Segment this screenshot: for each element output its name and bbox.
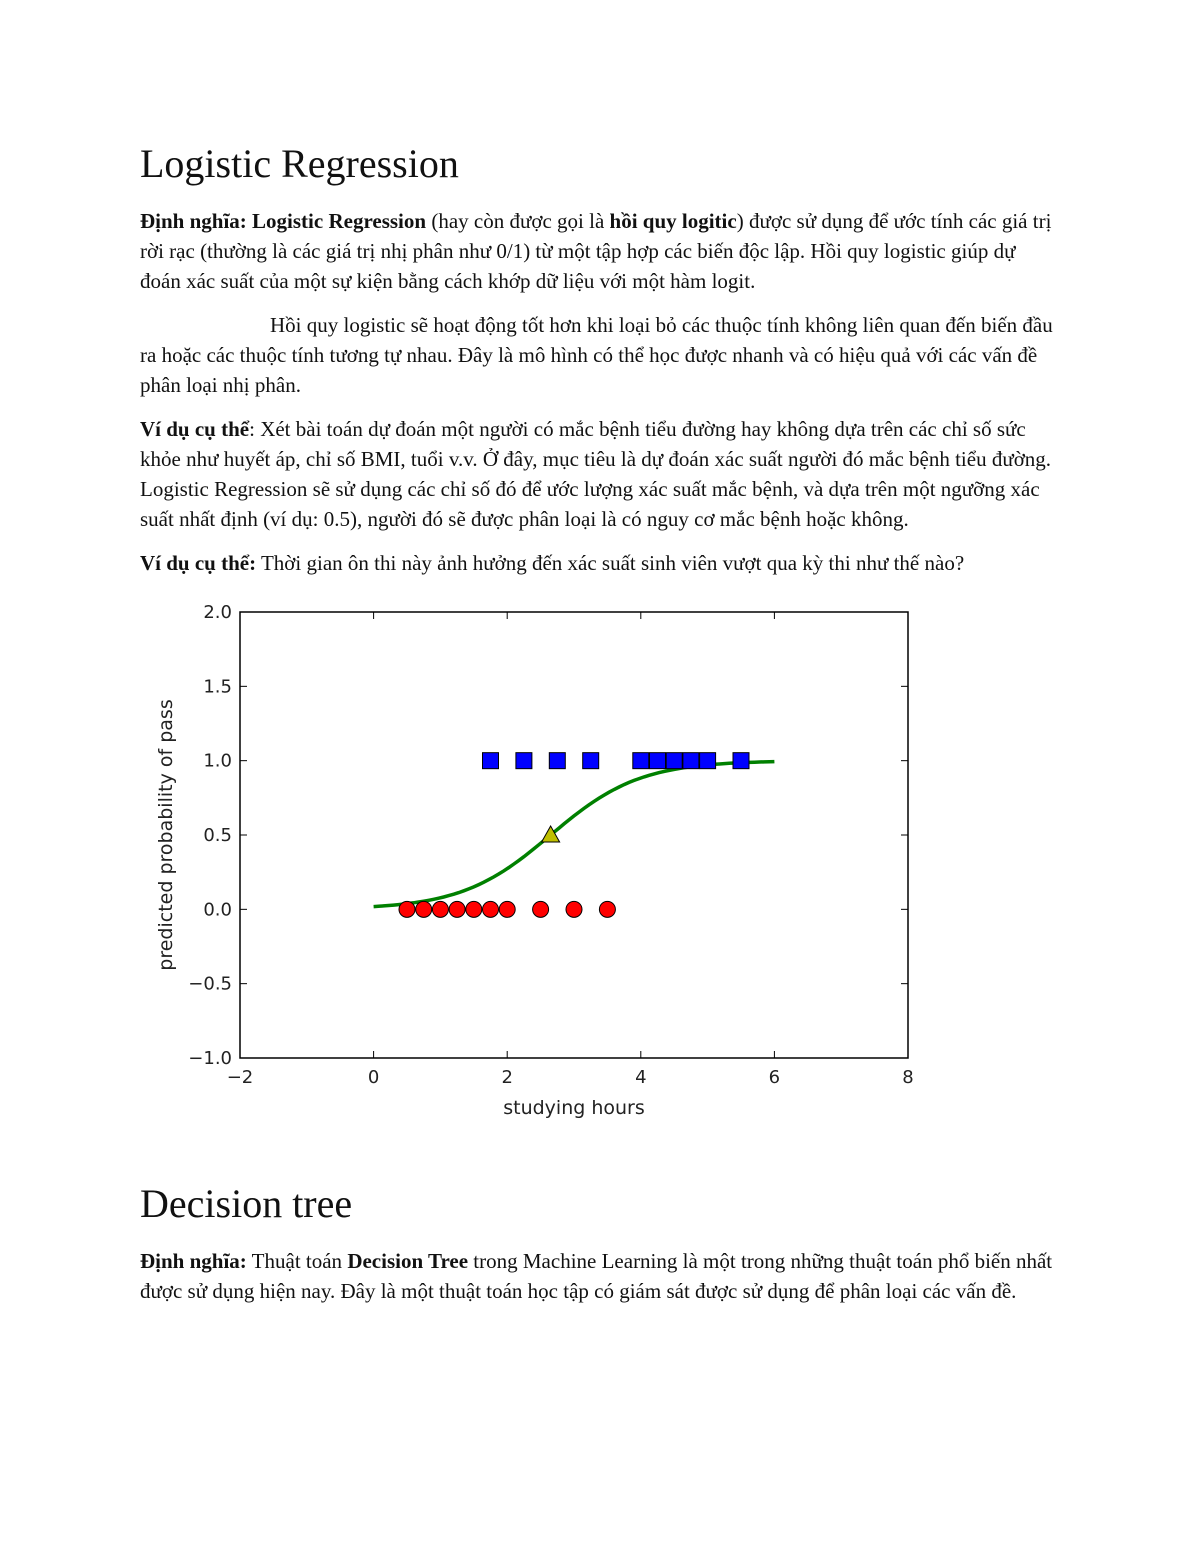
lr-example-1-text: : Xét bài toán dự đoán một người có mắc bệnh tiểu đường hay không dựa trên các chỉ số sức khỏe như huyết áp, chỉ số BMI, tuổi v.v. Ở đây, mục tiêu là dự đoán xác suất người đó mắc bệnh tiểu đường. Logistic Regression sẽ sử dụng các chỉ số đó để ước lượng xác suất mắc bệnh, và dựa trên một ngưỡng xác suất nhất định (ví dụ: 0.5), người đó sẽ được phân loại là có nguy cơ mắc bệnh hoặc không.: [140, 417, 1052, 531]
lr-definition-term-2: hồi quy logitic: [609, 209, 737, 233]
x-tick-label: 4: [635, 1067, 647, 1088]
x-tick-label: 6: [768, 1067, 781, 1088]
square-point: [683, 753, 699, 769]
circle-point: [416, 901, 432, 917]
heading-decision-tree: Decision tree: [140, 1181, 353, 1226]
y-tick-label: 1.0: [203, 750, 232, 772]
lr-paragraph-2: Hồi quy logistic sẽ hoạt động tốt hơn khi loại bỏ các thuộc tính không liên quan đến biến đầu ra hoặc các thuộc tính tương tự nhau. Đây là mô hình có thể học được nhanh và có hiệu quả với các vấn đề phân loại nhị phân.: [140, 313, 1053, 397]
heading-logistic-regression: Logistic Regression: [140, 141, 459, 186]
lr-definition-text-2: ) được sử dụng để ước tính các giá trị rời rạc (thường là các giá trị nhị phân như 0/1) từ một tập hợp các biến độc lập. Hồi quy logistic giúp dự đoán xác suất của một sự kiện bằng cách khớp dữ liệu với một hàm logit.: [140, 209, 1052, 293]
x-tick-label: 8: [902, 1067, 914, 1088]
logistic-curve-line: [374, 762, 775, 907]
circle-point: [466, 901, 482, 917]
lr-definition-paragraph: [140, 206, 1060, 296]
circle-point: [449, 901, 465, 917]
circle-point: [566, 901, 582, 917]
lr-example-2-label: Ví dụ cụ thể:: [140, 551, 257, 575]
square-point: [700, 753, 716, 769]
square-point: [549, 753, 565, 769]
y-axis-label: predicted probability of pass: [155, 699, 177, 971]
circle-point: [483, 901, 499, 917]
y-tick-label: −0.5: [188, 973, 232, 995]
lr-example-2-text: Thời gian ôn thi này ảnh hưởng đến xác suất sinh viên vượt qua kỳ thi như thế nào?: [256, 551, 965, 575]
dt-definition-text-1: Thuật toán: [246, 1249, 348, 1273]
x-tick-label: 2: [501, 1067, 513, 1088]
y-tick-label: 0.5: [203, 825, 232, 846]
y-tick-label: 2.0: [203, 602, 232, 623]
x-tick-label: 0: [367, 1067, 380, 1088]
dt-definition-text-2: trong Machine Learning là một trong những thuật toán phổ biến nhất được sử dụng hiện nay. Đây là một thuật toán học tập có giám sát được sử dụng để phân loại các vấn đề.: [140, 1249, 1053, 1303]
y-tick-label: −1.0: [188, 1048, 232, 1069]
dt-definition-term: Decision Tree: [347, 1249, 469, 1273]
square-point: [666, 753, 682, 769]
square-point: [483, 753, 499, 769]
logistic-chart: [140, 600, 1060, 1160]
square-point: [583, 753, 599, 769]
y-tick-label: 0.0: [203, 899, 232, 921]
lr-definition-label: Định nghĩa:: [140, 209, 247, 233]
document-content: [140, 140, 1060, 1320]
y-tick-label: 1.5: [203, 676, 232, 698]
circle-point: [599, 901, 615, 917]
lr-example-1-paragraph: [140, 414, 1060, 534]
square-point: [650, 753, 666, 769]
x-tick-label: −2: [226, 1067, 254, 1088]
square-point: [516, 753, 532, 769]
lr-example-2-paragraph: [140, 548, 1060, 578]
lr-definition-term: Logistic Regression: [252, 209, 427, 233]
lr-definition-text-1: (hay còn được gọi là: [426, 209, 610, 233]
lr-example-1-label: Ví dụ cụ thể: [140, 417, 250, 441]
square-point: [733, 753, 749, 769]
circle-point: [432, 901, 448, 917]
dt-definition-paragraph: [140, 1246, 1060, 1306]
chart-svg: [140, 600, 1060, 1160]
dt-definition-label: Định nghĩa:: [140, 1249, 247, 1273]
circle-point: [499, 901, 515, 917]
x-axis-label: studying hours: [503, 1097, 645, 1119]
square-point: [633, 753, 649, 769]
circle-point: [533, 901, 549, 917]
circle-point: [399, 901, 415, 917]
plot-frame: [240, 612, 908, 1058]
